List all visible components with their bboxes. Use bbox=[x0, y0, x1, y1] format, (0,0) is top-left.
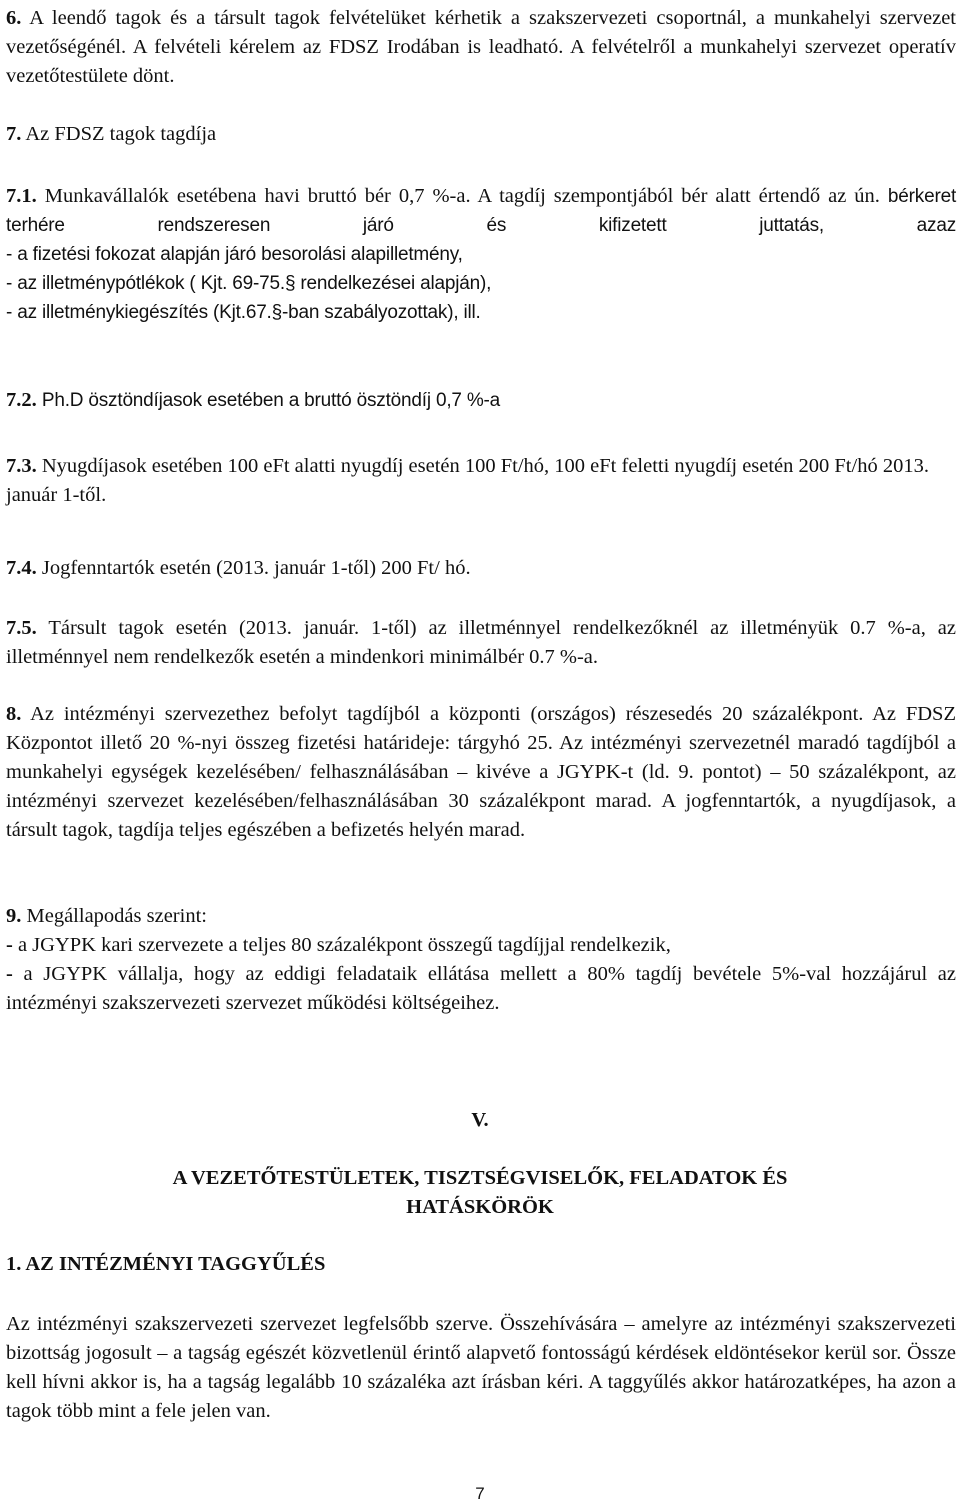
section-7-5-text: Társult tagok esetén (2013. január. 1-től) az illetménnyel rendelkezőknél az illetményük 0.7 %-a, az illetménnyel nem rendelkezők esetén a mindenkori minimálbér 0.7 %-a. bbox=[6, 617, 956, 668]
section-9-dash-2: - bbox=[6, 963, 13, 985]
section-7-1-item-3: - az illetménykiegészítés (Kjt.67.§-ban szabályozottak), ill. bbox=[6, 302, 481, 323]
section-8-number: 8. bbox=[6, 703, 22, 725]
section-7-2-paragraph bbox=[6, 386, 956, 415]
section-7-4-paragraph bbox=[6, 554, 956, 583]
section-9-item-2: - a JGYPK vállalja, hogy az eddigi feladataik ellátása mellett a 80% tagdíj bevétele 5%-val hozzájárul az intézményi szakszervezeti szervezet működési költségeihez. bbox=[6, 963, 957, 1014]
section-6-number: 6. bbox=[6, 7, 22, 29]
section-6-text: A leendő tagok és a társult tagok felvételüket kérhetik a szakszervezeti csoportnál, a munkahelyi szervezet vezetőségénél. A felvételi kérelem az FDSZ Irodában is leadható. A felvételről a munkahelyi szervezet operatív vezetőtestülete dönt. bbox=[6, 7, 956, 87]
section-7-3-number: 7.3. bbox=[6, 455, 37, 477]
section-7-5-paragraph bbox=[6, 614, 956, 672]
section-7-2-number: 7.2. bbox=[6, 389, 37, 411]
section-7-4-number: 7.4. bbox=[6, 557, 37, 579]
section-9-item-1: - a JGYPK kari szervezete a teljes 80 százalékpont összegű tagdíjjal rendelkezik, bbox=[6, 934, 671, 956]
section-1-title: 1. AZ INTÉZMÉNYI TAGGYŰLÉS bbox=[6, 1253, 326, 1275]
section-7-3-text: Nyugdíjasok esetében 100 eFt alatti nyugdíj esetén 100 Ft/hó, 100 eFt feletti nyugdíj esetén 200 Ft/hó 2013. január 1-től. bbox=[6, 455, 929, 506]
section-9-number: 9. bbox=[6, 905, 22, 927]
section-7-5-number: 7.5. bbox=[6, 617, 37, 639]
chapter-title-line-1: A VEZETŐTESTÜLETEK, TISZTSÉGVISELŐK, FELADATOK ÉS bbox=[172, 1167, 788, 1189]
section-7-1-item-1: - a fizetési fokozat alapján járó besorolási alapilletmény, bbox=[6, 244, 463, 265]
chapter-roman-numeral: V. bbox=[471, 1109, 489, 1131]
section-7-4-text: Jogfenntartók esetén (2013. január 1-től) 200 Ft/ hó. bbox=[41, 557, 471, 579]
section-7-1-item-2: - az illetménypótlékok ( Kjt. 69-75.§ rendelkezései alapján), bbox=[6, 273, 492, 294]
section-1-paragraph: Az intézményi szakszervezeti szervezet legfelsőbb szerve. Összehívására – amelyre az intézményi szakszervezeti bizottság jogosult – a tagság egészét közvetlenül érintő alapvető fontosságú kérdések eldöntésekor kerül sor. Össze kell hívni akkor is, ha a tagság legalább 10 százaléka azt írásban kéri. A taggyűlés akkor határozatképes, ha azon a tagok több mint a fele jelen van. bbox=[6, 1313, 956, 1422]
section-7-1-text-c: bérkeret terhére rendszeresen járó és kifizetett juttatás, azaz bbox=[6, 186, 957, 236]
section-9-block bbox=[6, 902, 956, 1018]
section-6-paragraph bbox=[6, 4, 956, 91]
section-8-paragraph bbox=[6, 700, 956, 845]
chapter-title-line-2: HATÁSKÖRÖK bbox=[406, 1196, 554, 1218]
section-7-2-text: Ph.D ösztöndíjasok esetében a bruttó ösztöndíj 0,7 %-a bbox=[41, 390, 501, 411]
page-number: 7 bbox=[475, 1484, 485, 1503]
section-7-title: Az FDSZ tagok tagdíja bbox=[25, 123, 217, 145]
section-8-text: Az intézményi szervezethez befolyt tagdíjból a központi (országos) részesedés 20 százalékpont. Az FDSZ Központot illető 20 %-nyi összeg fizetési határideje: tárgyhó 25. Az intézményi szervezetnél maradó tagdíjból a munkahelyi egységek kezelésében/ felhasználásában – kivéve a JGYPK-t (ld. 9. pontot) – 50 százalékpont, az intézményi szervezet kezelésében/felhasználásában 30 százalékpont marad. A jogfenntartók, a nyugdíjasok, a társult tagok, tagdíja teljes egészében a befizetés helyén marad. bbox=[6, 703, 956, 841]
section-9-dash-1: - bbox=[6, 934, 13, 956]
section-9-title: Megállapodás szerint: bbox=[26, 905, 207, 927]
section-7-1-text-a: Munkavállalók esetében bbox=[44, 185, 248, 207]
section-7-1-text-b: a havi bruttó bér 0,7 %-a. A tagdíj szempontjából bér alatt értendő az ún. bbox=[247, 185, 880, 207]
section-7-number: 7. bbox=[6, 123, 22, 145]
section-7-heading bbox=[6, 120, 956, 149]
section-7-1-block bbox=[6, 182, 956, 327]
section-7-3-paragraph bbox=[6, 452, 956, 510]
section-7-1-number: 7.1. bbox=[6, 185, 37, 207]
